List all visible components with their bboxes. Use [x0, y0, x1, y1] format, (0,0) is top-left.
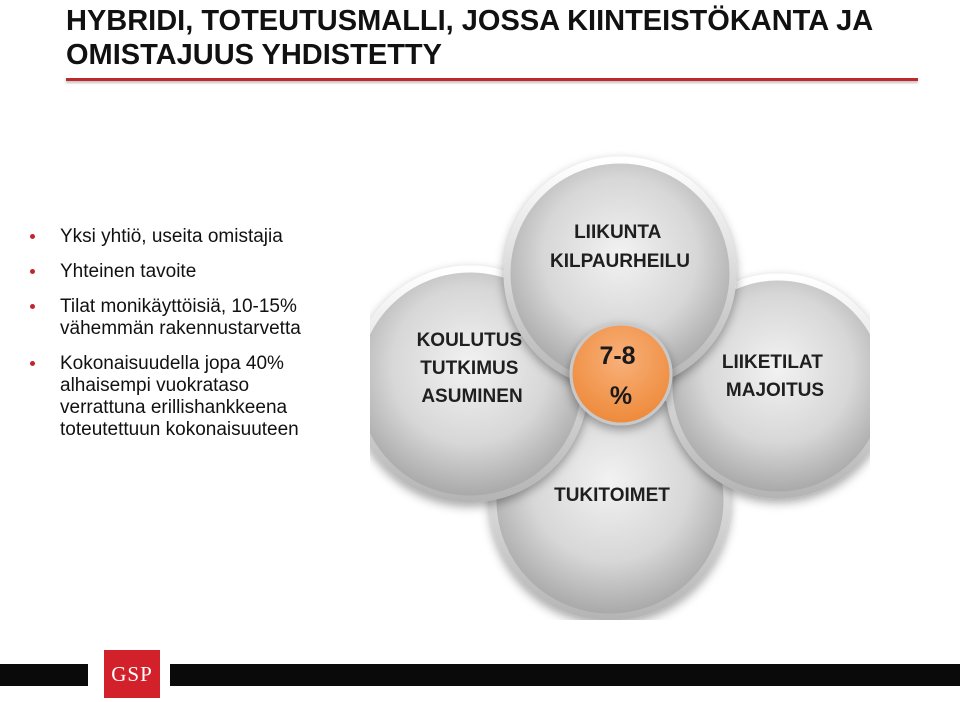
title-underline [66, 78, 918, 81]
bullet-item: Yksi yhtiö, useita omistajia [26, 226, 366, 248]
bullet-dot-icon [30, 269, 35, 274]
bullet-dot-icon [30, 304, 35, 309]
bullet-item: Yhteinen tavoite [26, 261, 366, 283]
circle-right-label: LIIKETILAT MAJOITUS [721, 352, 825, 401]
circle-top-label: LIIKUNTA KILPAURHEILU [549, 222, 691, 272]
center-percentage-label: 7-8 % [599, 342, 636, 410]
venn-diagram-svg [370, 150, 870, 620]
bullet-item: Kokonaisuudella jopa 40% alhaisempi vuokrataso verrattuna erillishankkeena toteutettuun kokonaisuuteen [26, 353, 366, 441]
title-line-2: OMISTAJUUS YHDISTETTY [66, 39, 442, 71]
title-line-1: HYBRIDI, TOTEUTUSMALLI, JOSSA KIINTEISTÖKANTA JA [66, 5, 874, 37]
bullet-dot-icon [30, 361, 35, 366]
bullet-list [26, 226, 366, 454]
footer-bar-left [0, 664, 88, 686]
center-circle [571, 324, 671, 424]
circle-bottom-label: TUKITOIMET [554, 485, 670, 506]
logo-text: GSP [111, 661, 153, 686]
bullet-item: Tilat monikäyttöisiä, 10-15% vähemmän rakennustarvetta [26, 296, 366, 340]
circle-left-label: KOULUTUS TUTKIMUS ASUMINEN [416, 330, 523, 407]
bullet-dot-icon [30, 234, 35, 239]
footer-bar-right [170, 664, 960, 686]
gsp-logo [104, 650, 160, 698]
venn-diagram [370, 150, 870, 620]
page-title [66, 4, 936, 72]
